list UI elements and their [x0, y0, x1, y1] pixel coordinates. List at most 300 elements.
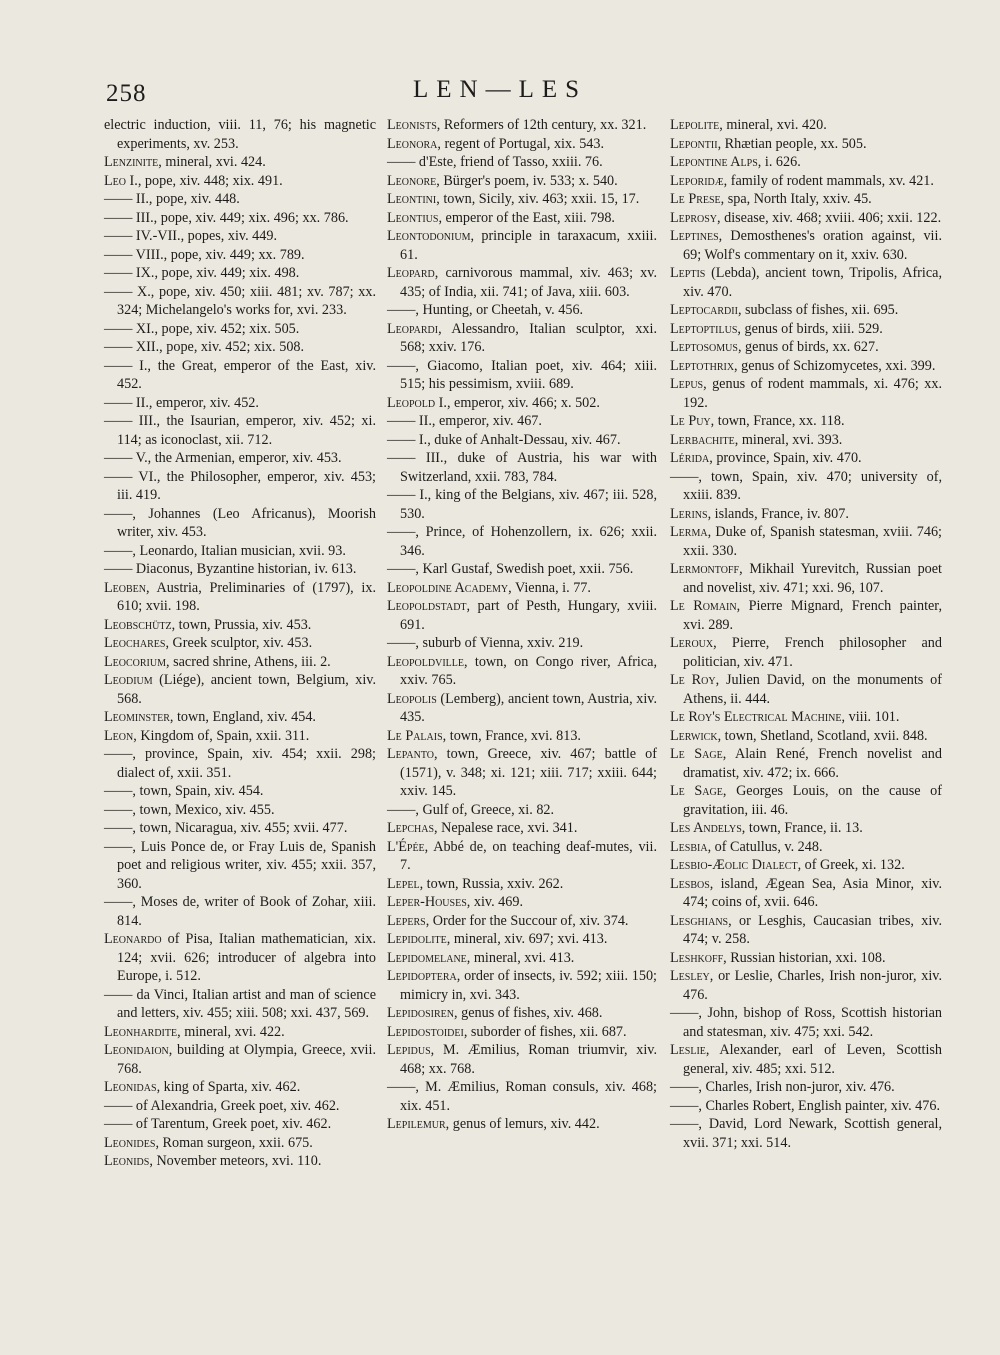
index-entry: [104, 616, 376, 635]
entry-text: , spa, North Italy, xxiv. 45.: [720, 191, 872, 207]
entry-headword: Lepidolite: [387, 931, 447, 947]
index-entry: [387, 357, 657, 394]
index-entry: [670, 375, 942, 412]
entry-text: III., duke of Austria, his war with Switzerland, xxii. 783, 784.: [400, 450, 657, 485]
index-entry: [104, 1134, 376, 1153]
index-entry: [387, 967, 657, 1004]
entry-text: , Bürger's poem, iv. 533; x. 540.: [436, 172, 618, 189]
entry-headword: Leontodonium: [387, 228, 471, 244]
entry-text: , town, Nicaragua, xiv. 455; xvii. 477.: [132, 820, 348, 836]
entry-text: , mineral, xvi. 413.: [466, 949, 575, 966]
entry-text: , Abbé de, on teaching deaf-mutes, vii. 7.: [400, 838, 657, 873]
index-entry: [387, 930, 657, 949]
entry-text: , town, Russia, xxiv. 262.: [419, 875, 564, 892]
entry-text: IV.-VII., popes, xiv. 449.: [132, 228, 277, 244]
index-entry: [104, 745, 376, 782]
entry-headword: Leonora: [387, 135, 438, 152]
index-entry: [670, 1115, 942, 1152]
index-entry: [104, 505, 376, 542]
entry-text: , genus of lemurs, xiv. 442.: [445, 1116, 600, 1132]
entry-text: I., the Great, emperor of the East, xiv. 452.: [117, 357, 376, 392]
entry-headword: ——: [104, 283, 133, 300]
index-entry: [104, 893, 376, 930]
index-entry: [670, 838, 942, 857]
entry-text: , Karl Gustaf, Swedish poet, xxii. 756.: [415, 561, 634, 577]
entry-text: , town, Greece, xiv. 467; battle of (1571), v. 348; xi. 121; xiii. 717; xxiii. 644; xxiv. 145.: [400, 746, 657, 799]
index-entry: [670, 153, 942, 172]
entry-headword: Lepidostoidei: [387, 1023, 464, 1040]
index-entry: [104, 468, 376, 505]
index-entry: [387, 394, 657, 413]
entry-text: , Greek sculptor, xiv. 453.: [165, 635, 313, 651]
entry-headword: ——: [104, 339, 133, 355]
entry-headword: ——: [670, 1097, 699, 1114]
index-entry: [387, 875, 657, 894]
entry-text: , Nepalese race, xvi. 341.: [434, 820, 578, 836]
index-entry: [670, 431, 942, 450]
entry-headword: ——: [104, 542, 133, 559]
entry-text: , Johannes (Leo Africanus), Moorish writer, xiv. 453.: [117, 505, 376, 540]
index-entry: [387, 653, 657, 690]
entry-text: , Prince, of Hohenzollern, ix. 626; xxii. 346.: [400, 524, 657, 559]
index-entry: [104, 1023, 376, 1042]
index-entry: [104, 653, 376, 672]
index-entry: [387, 227, 657, 264]
entry-text: , viii. 101.: [841, 709, 900, 725]
entry-text: , David, Lord Newark, Scottish general, xvii. 371; xxi. 514.: [683, 1116, 942, 1151]
entry-headword: ——: [104, 209, 133, 226]
entry-headword: Leonore: [387, 172, 437, 189]
entry-headword: ——: [104, 561, 133, 577]
entry-headword: Leptocardii: [670, 302, 738, 318]
entry-text: , mineral, xvi. 424.: [158, 154, 266, 170]
entry-text: , disease, xiv. 468; xviii. 406; xxii. 122.: [717, 209, 942, 226]
entry-text: , Reformers of 12th century, xx. 321.: [436, 117, 647, 133]
index-entry: [387, 1004, 657, 1023]
entry-text: , island, Ægean Sea, Asia Minor, xiv. 474; coins of, xvii. 646.: [683, 875, 942, 910]
index-entry: [670, 209, 942, 228]
entry-text: III., the Isaurian, emperor, xiv. 452; xi. 114; as iconoclast, xii. 712.: [117, 413, 376, 448]
entry-headword: Le Puy: [670, 413, 711, 429]
entry-headword: ——: [104, 468, 133, 485]
index-entry: [104, 560, 376, 579]
entry-text: , town, Sicily, xiv. 463; xxii. 15, 17.: [436, 191, 640, 207]
entry-text: , king of Sparta, xiv. 462.: [156, 1079, 301, 1095]
entry-headword: Leonhardite: [104, 1023, 178, 1040]
entry-text: , town, Prussia, xiv. 453.: [171, 616, 312, 633]
entry-text: , Demosthenes's oration against, vii. 69; Wolf's commentary on it, xxiv. 630.: [683, 228, 942, 263]
entry-headword: ——: [104, 1116, 133, 1132]
entry-text: , subclass of fishes, xii. 695.: [737, 302, 899, 318]
entry-text: , Kingdom of, Spain, xxii. 311.: [133, 727, 310, 744]
entry-headword: Leochares: [104, 635, 166, 651]
entry-text: , Leonardo, Italian musician, xvii. 93.: [132, 542, 346, 559]
index-entry: [104, 449, 376, 468]
index-entry: [104, 116, 376, 153]
entry-headword: Leroux: [670, 635, 714, 651]
entry-text: , i. 626.: [757, 154, 801, 170]
entry-text: , Vienna, i. 77.: [508, 579, 591, 596]
entry-text: , Roman surgeon, xxii. 675.: [155, 1134, 313, 1151]
entry-text: , Russian historian, xxi. 108.: [723, 949, 886, 966]
entry-headword: Lenzinite: [104, 154, 159, 170]
index-entry: [387, 634, 657, 653]
index-entry: [387, 301, 657, 320]
index-entry: [387, 523, 657, 560]
index-entry: [670, 116, 942, 135]
index-entry: [387, 116, 657, 135]
index-entry: [104, 357, 376, 394]
entry-text: , sacred shrine, Athens, iii. 2.: [166, 653, 331, 670]
entry-text: d'Este, friend of Tasso, xxiii. 76.: [415, 154, 603, 170]
entry-headword: Lepilemur: [387, 1116, 446, 1132]
entry-headword: Lepchas: [387, 820, 435, 836]
index-entry: [104, 1152, 376, 1171]
entry-headword: ——: [104, 413, 133, 429]
index-entry: [104, 190, 376, 209]
entry-text: (Liége), ancient town, Belgium, xiv. 568.: [117, 672, 376, 707]
entry-text: , Mikhail Yurevitch, Russian poet and novelist, xiv. 471; xxi. 96, 107.: [683, 561, 942, 596]
entry-headword: Lesbia: [670, 838, 708, 855]
index-entry: [387, 153, 657, 172]
index-entry: [387, 690, 657, 727]
entry-text: (Lebda), ancient town, Tripolis, Africa, xiv. 470.: [683, 265, 942, 300]
entry-text: , M. Æmilius, Roman triumvir, xiv. 468; xx. 768.: [400, 1042, 657, 1077]
entry-headword: ——: [104, 394, 133, 411]
entry-headword: Lepus: [670, 376, 704, 392]
entry-headword: Le Roy's Electrical Machine: [670, 709, 842, 725]
entry-headword: ——: [387, 154, 416, 170]
entry-text: VI., the Philosopher, emperor, xiv. 453; iii. 419.: [117, 468, 376, 503]
entry-text: , genus of fishes, xiv. 468.: [454, 1005, 603, 1021]
entry-text: , of Catullus, v. 248.: [707, 838, 823, 855]
index-entry: [104, 930, 376, 986]
entry-text: , Julien David, on the monuments of Athens, ii. 444.: [683, 672, 942, 707]
entry-headword: Leptosomus: [670, 339, 738, 355]
entry-text: , November meteors, xvi. 110.: [149, 1153, 322, 1169]
entry-headword: Leonidaion: [104, 1042, 169, 1058]
entry-text: , genus of birds, xx. 627.: [737, 339, 879, 355]
entry-text: IX., pope, xiv. 449; xix. 498.: [132, 265, 300, 281]
entry-text: , Alexander, earl of Leven, Scottish general, xiv. 485; xxi. 512.: [683, 1042, 942, 1077]
entry-headword: ——: [387, 635, 416, 651]
entry-text: of Tarentum, Greek poet, xiv. 462.: [132, 1116, 332, 1132]
index-entry: [104, 394, 376, 413]
entry-headword: Le Prese: [670, 191, 721, 207]
entry-headword: ——: [104, 265, 133, 281]
index-entry: [387, 135, 657, 154]
entry-text: , town, England, xiv. 454.: [169, 709, 316, 725]
entry-headword: Leptothrix: [670, 357, 735, 374]
entry-text: , Hunting, or Cheetah, v. 456.: [415, 302, 584, 318]
index-entry: [104, 819, 376, 838]
entry-headword: ——: [104, 746, 133, 762]
index-entry: [387, 486, 657, 523]
entry-text: , M. Æmilius, Roman consuls, xiv. 468; xix. 451.: [400, 1079, 657, 1114]
index-entry: [104, 209, 376, 228]
entry-headword: Lermontoff: [670, 561, 740, 577]
entry-headword: Leopoldville: [387, 653, 464, 670]
entry-headword: Le Palais: [387, 727, 443, 744]
entry-headword: Leslie: [670, 1042, 706, 1058]
index-entry: [104, 634, 376, 653]
entry-text: I., duke of Anhalt-Dessau, xiv. 467.: [415, 431, 621, 448]
entry-text: electric induction, viii. 11, 76; his magnetic experiments, xv. 253.: [104, 117, 376, 152]
entry-text: , suborder of fishes, xii. 687.: [463, 1023, 627, 1040]
entry-text: , town, Shetland, Scotland, xvii. 848.: [717, 727, 928, 744]
entry-headword: ——: [104, 894, 133, 910]
entry-headword: Lerbachite: [670, 431, 735, 448]
index-entry: [670, 671, 942, 708]
index-entry: [104, 1078, 376, 1097]
entry-text: , province, Spain, xiv. 454; xxii. 298; dialect of, xxii. 351.: [117, 746, 376, 781]
entry-text: , Georges Louis, on the cause of gravitation, iii. 46.: [683, 783, 943, 818]
index-entry: [670, 708, 942, 727]
entry-text: II., emperor, xiv. 467.: [415, 413, 542, 429]
entry-headword: Lesley: [670, 968, 710, 984]
entry-text: , town, Mexico, xiv. 455.: [132, 801, 275, 818]
index-entry: [104, 1097, 376, 1116]
index-entry: [104, 412, 376, 449]
entry-text: , mineral, xvi. 422.: [177, 1023, 285, 1040]
index-entry: [670, 227, 942, 264]
entry-headword: ——: [104, 505, 133, 522]
entry-headword: Leporidæ: [670, 172, 724, 189]
entry-headword: Lepolite: [670, 117, 720, 133]
entry-headword: Leper-Houses: [387, 894, 467, 910]
entry-text: II., emperor, xiv. 452.: [132, 394, 259, 411]
index-entry: [670, 634, 942, 671]
index-entry: [670, 320, 942, 339]
entry-headword: ——: [387, 413, 416, 429]
entry-headword: Leominster: [104, 709, 170, 725]
entry-text: , Rhætian people, xx. 505.: [717, 135, 867, 152]
entry-headword: Leptines: [670, 228, 719, 244]
entry-headword: ——: [670, 468, 699, 485]
entry-text: , family of rodent mammals, xv. 421.: [723, 172, 934, 189]
entry-headword: ——: [104, 228, 133, 244]
index-entry: [670, 449, 942, 468]
entry-headword: ——: [670, 1005, 699, 1021]
index-entry: [670, 912, 942, 949]
entry-headword: Le Romain: [670, 598, 737, 614]
index-entry: [104, 283, 376, 320]
entry-text: , genus of rodent mammals, xi. 476; xx. 192.: [683, 376, 942, 411]
entry-headword: Lesghians: [670, 912, 729, 929]
index-entry: [670, 172, 942, 191]
entry-headword: Leopoldine Academy: [387, 579, 509, 596]
index-entry: [387, 1023, 657, 1042]
entry-headword: ——: [387, 524, 416, 540]
index-entry: [104, 579, 376, 616]
entry-headword: Lepontii: [670, 135, 718, 152]
entry-headword: Lérida: [670, 450, 710, 466]
index-entry: [670, 338, 942, 357]
index-entry: [387, 449, 657, 486]
entry-headword: Lepontine Alps: [670, 154, 758, 170]
entry-headword: Leontini: [387, 191, 437, 207]
index-entry: [104, 708, 376, 727]
index-entry: [670, 505, 942, 524]
entry-text: , building at Olympia, Greece, xvii. 768.: [117, 1042, 376, 1077]
entry-text: , province, Spain, xiv. 470.: [709, 450, 862, 466]
page-number: 258: [106, 80, 147, 107]
entry-text: , Gulf of, Greece, xi. 82.: [415, 801, 555, 818]
entry-text: of Pisa, Italian mathematician, xix. 124; xvii. 626; introducer of algebra into Europe, i. 512.: [117, 931, 376, 984]
entry-text: of Alexandria, Greek poet, xiv. 462.: [132, 1097, 340, 1114]
index-entry: [670, 597, 942, 634]
entry-text: , Giacomo, Italian poet, xiv. 464; xiii. 515; his pessimism, xviii. 689.: [400, 357, 657, 392]
entry-headword: Lerma: [670, 524, 708, 540]
entry-headword: ——: [104, 320, 133, 337]
entry-text: III., pope, xiv. 449; xix. 496; xx. 786.: [132, 209, 349, 226]
index-entry: [387, 412, 657, 431]
index-entry: [104, 782, 376, 801]
index-entry: [387, 838, 657, 875]
entry-headword: Les Andelys: [670, 820, 742, 836]
index-entry: [104, 338, 376, 357]
entry-headword: Lepers: [387, 912, 426, 929]
entry-text: , or Leslie, Charles, Irish non-juror, xiv. 476.: [683, 968, 942, 1003]
entry-headword: Leonides: [104, 1134, 156, 1151]
index-entry: [104, 1115, 376, 1134]
entry-text: , order of insects, iv. 592; xiii. 150; mimicry in, xvi. 343.: [400, 968, 657, 1003]
entry-text: , genus of birds, xiii. 529.: [737, 320, 883, 337]
entry-headword: Leptis: [670, 265, 706, 281]
index-entry: [387, 597, 657, 634]
entry-headword: Leo: [104, 172, 126, 189]
entry-text: I., pope, xiv. 448; xix. 491.: [126, 172, 283, 189]
index-entry: [104, 671, 376, 708]
entry-headword: ——: [387, 302, 416, 318]
entry-headword: Leopardi: [387, 320, 439, 337]
entry-text: , Alain René, French novelist and dramatist, xiv. 472; ix. 666.: [683, 746, 942, 781]
index-entry: [670, 1097, 942, 1116]
index-entry: [104, 838, 376, 894]
entry-text: , part of Pesth, Hungary, xviii. 691.: [400, 598, 657, 633]
entry-headword: Leptoptilus: [670, 320, 738, 337]
entry-headword: Leoben: [104, 579, 146, 596]
entry-text: , carnivorous mammal, xiv. 463; xv. 435; of India, xii. 741; of Java, xiii. 603.: [400, 265, 657, 300]
index-entry: [387, 579, 657, 598]
index-entry: [670, 1078, 942, 1097]
index-entry: [670, 412, 942, 431]
entry-text: da Vinci, Italian artist and man of science and letters, xiv. 455; xiii. 508; xxi. 437, 569.: [117, 986, 376, 1021]
entry-text: , town, France, ii. 13.: [741, 820, 863, 836]
index-entry: [104, 227, 376, 246]
entry-headword: Leopolis: [387, 690, 437, 707]
index-entry: [670, 782, 942, 819]
entry-headword: ——: [387, 487, 416, 503]
entry-text: , Moses de, writer of Book of Zohar, xiii. 814.: [117, 894, 376, 929]
index-entry: [670, 949, 942, 968]
index-entry: [670, 135, 942, 154]
entry-headword: ——: [670, 1079, 699, 1095]
entry-headword: Leonardo: [104, 931, 162, 947]
entry-headword: Leocorium: [104, 653, 167, 670]
entry-text: , Duke of, Spanish statesman, xviii. 746; xxii. 330.: [683, 524, 942, 559]
index-entry: [104, 153, 376, 172]
entry-headword: Lepidoptera: [387, 968, 457, 984]
entry-headword: ——: [104, 820, 133, 836]
index-entry: [104, 1041, 376, 1078]
index-entry: [670, 190, 942, 209]
entry-text: , Charles Robert, English painter, xiv. 476.: [698, 1097, 941, 1114]
index-entry: [104, 542, 376, 561]
entry-text: (Lemberg), ancient town, Austria, xiv. 435.: [400, 690, 657, 725]
entry-text: , principle in taraxacum, xxiii. 61.: [400, 228, 657, 263]
index-entry: [670, 745, 942, 782]
entry-text: , mineral, xvi. 393.: [734, 431, 843, 448]
entry-headword: Lepel: [387, 875, 420, 892]
entry-text: , islands, France, iv. 807.: [707, 505, 849, 522]
entry-text: , Alessandro, Italian sculptor, xxi. 568; xxiv. 176.: [400, 320, 657, 355]
index-entry: [387, 264, 657, 301]
entry-text: XI., pope, xiv. 452; xix. 505.: [132, 320, 300, 337]
index-entry: [670, 1004, 942, 1041]
entry-text: II., pope, xiv. 448.: [132, 191, 240, 207]
entry-headword: Leopold: [387, 394, 436, 411]
entry-text: Diaconus, Byzantine historian, iv. 613.: [132, 561, 357, 577]
index-entry: [387, 209, 657, 228]
index-entry: [387, 912, 657, 931]
entry-headword: Le Roy: [670, 672, 716, 688]
index-entry: [104, 727, 376, 746]
entry-headword: ——: [387, 561, 416, 577]
entry-headword: Lesbos: [670, 875, 710, 892]
entry-headword: Lepanto: [387, 746, 435, 762]
entry-headword: ——: [104, 450, 133, 466]
index-entry: [104, 320, 376, 339]
entry-headword: ——: [387, 801, 416, 818]
entry-headword: ——: [104, 191, 133, 207]
index-entry: [387, 172, 657, 191]
entry-headword: Leonists: [387, 117, 437, 133]
index-entry: [670, 468, 942, 505]
entry-headword: ——: [670, 1116, 699, 1132]
entry-headword: Lepidomelane: [387, 949, 467, 966]
entry-text: I., king of the Belgians, xiv. 467; iii. 528, 530.: [400, 487, 657, 522]
entry-headword: Leontius: [387, 209, 439, 226]
index-entry: [387, 745, 657, 801]
index-entry: [104, 801, 376, 820]
entry-headword: ——: [104, 246, 133, 263]
index-entry: [387, 727, 657, 746]
index-entry: [670, 819, 942, 838]
index-entry: [104, 172, 376, 191]
index-entry: [670, 264, 942, 301]
entry-text: , emperor of the East, xiii. 798.: [438, 209, 615, 226]
running-head: LEN—LES: [412, 76, 588, 103]
entry-text: , town, Spain, xiv. 470; university of, xxiii. 839.: [683, 468, 942, 503]
index-entry: [387, 801, 657, 820]
entry-headword: Leonidas: [104, 1079, 157, 1095]
index-entry: [387, 320, 657, 357]
entry-headword: Leopoldstadt: [387, 598, 467, 614]
entry-text: VIII., pope, xiv. 449; xx. 789.: [132, 246, 305, 263]
entry-headword: ——: [104, 986, 133, 1003]
entry-headword: Lerins: [670, 505, 708, 522]
entry-headword: ——: [104, 801, 133, 818]
entry-headword: Le Sage: [670, 746, 723, 762]
entry-headword: Lepidus: [387, 1042, 431, 1058]
entry-headword: L'Épée: [387, 838, 425, 855]
index-column-2: [387, 116, 657, 1134]
entry-headword: Leprosy: [670, 209, 718, 226]
index-entry: [104, 986, 376, 1023]
entry-text: , Charles, Irish non-juror, xiv. 476.: [698, 1079, 895, 1095]
entry-text: , town, on Congo river, Africa, xxiv. 765.: [400, 653, 657, 688]
